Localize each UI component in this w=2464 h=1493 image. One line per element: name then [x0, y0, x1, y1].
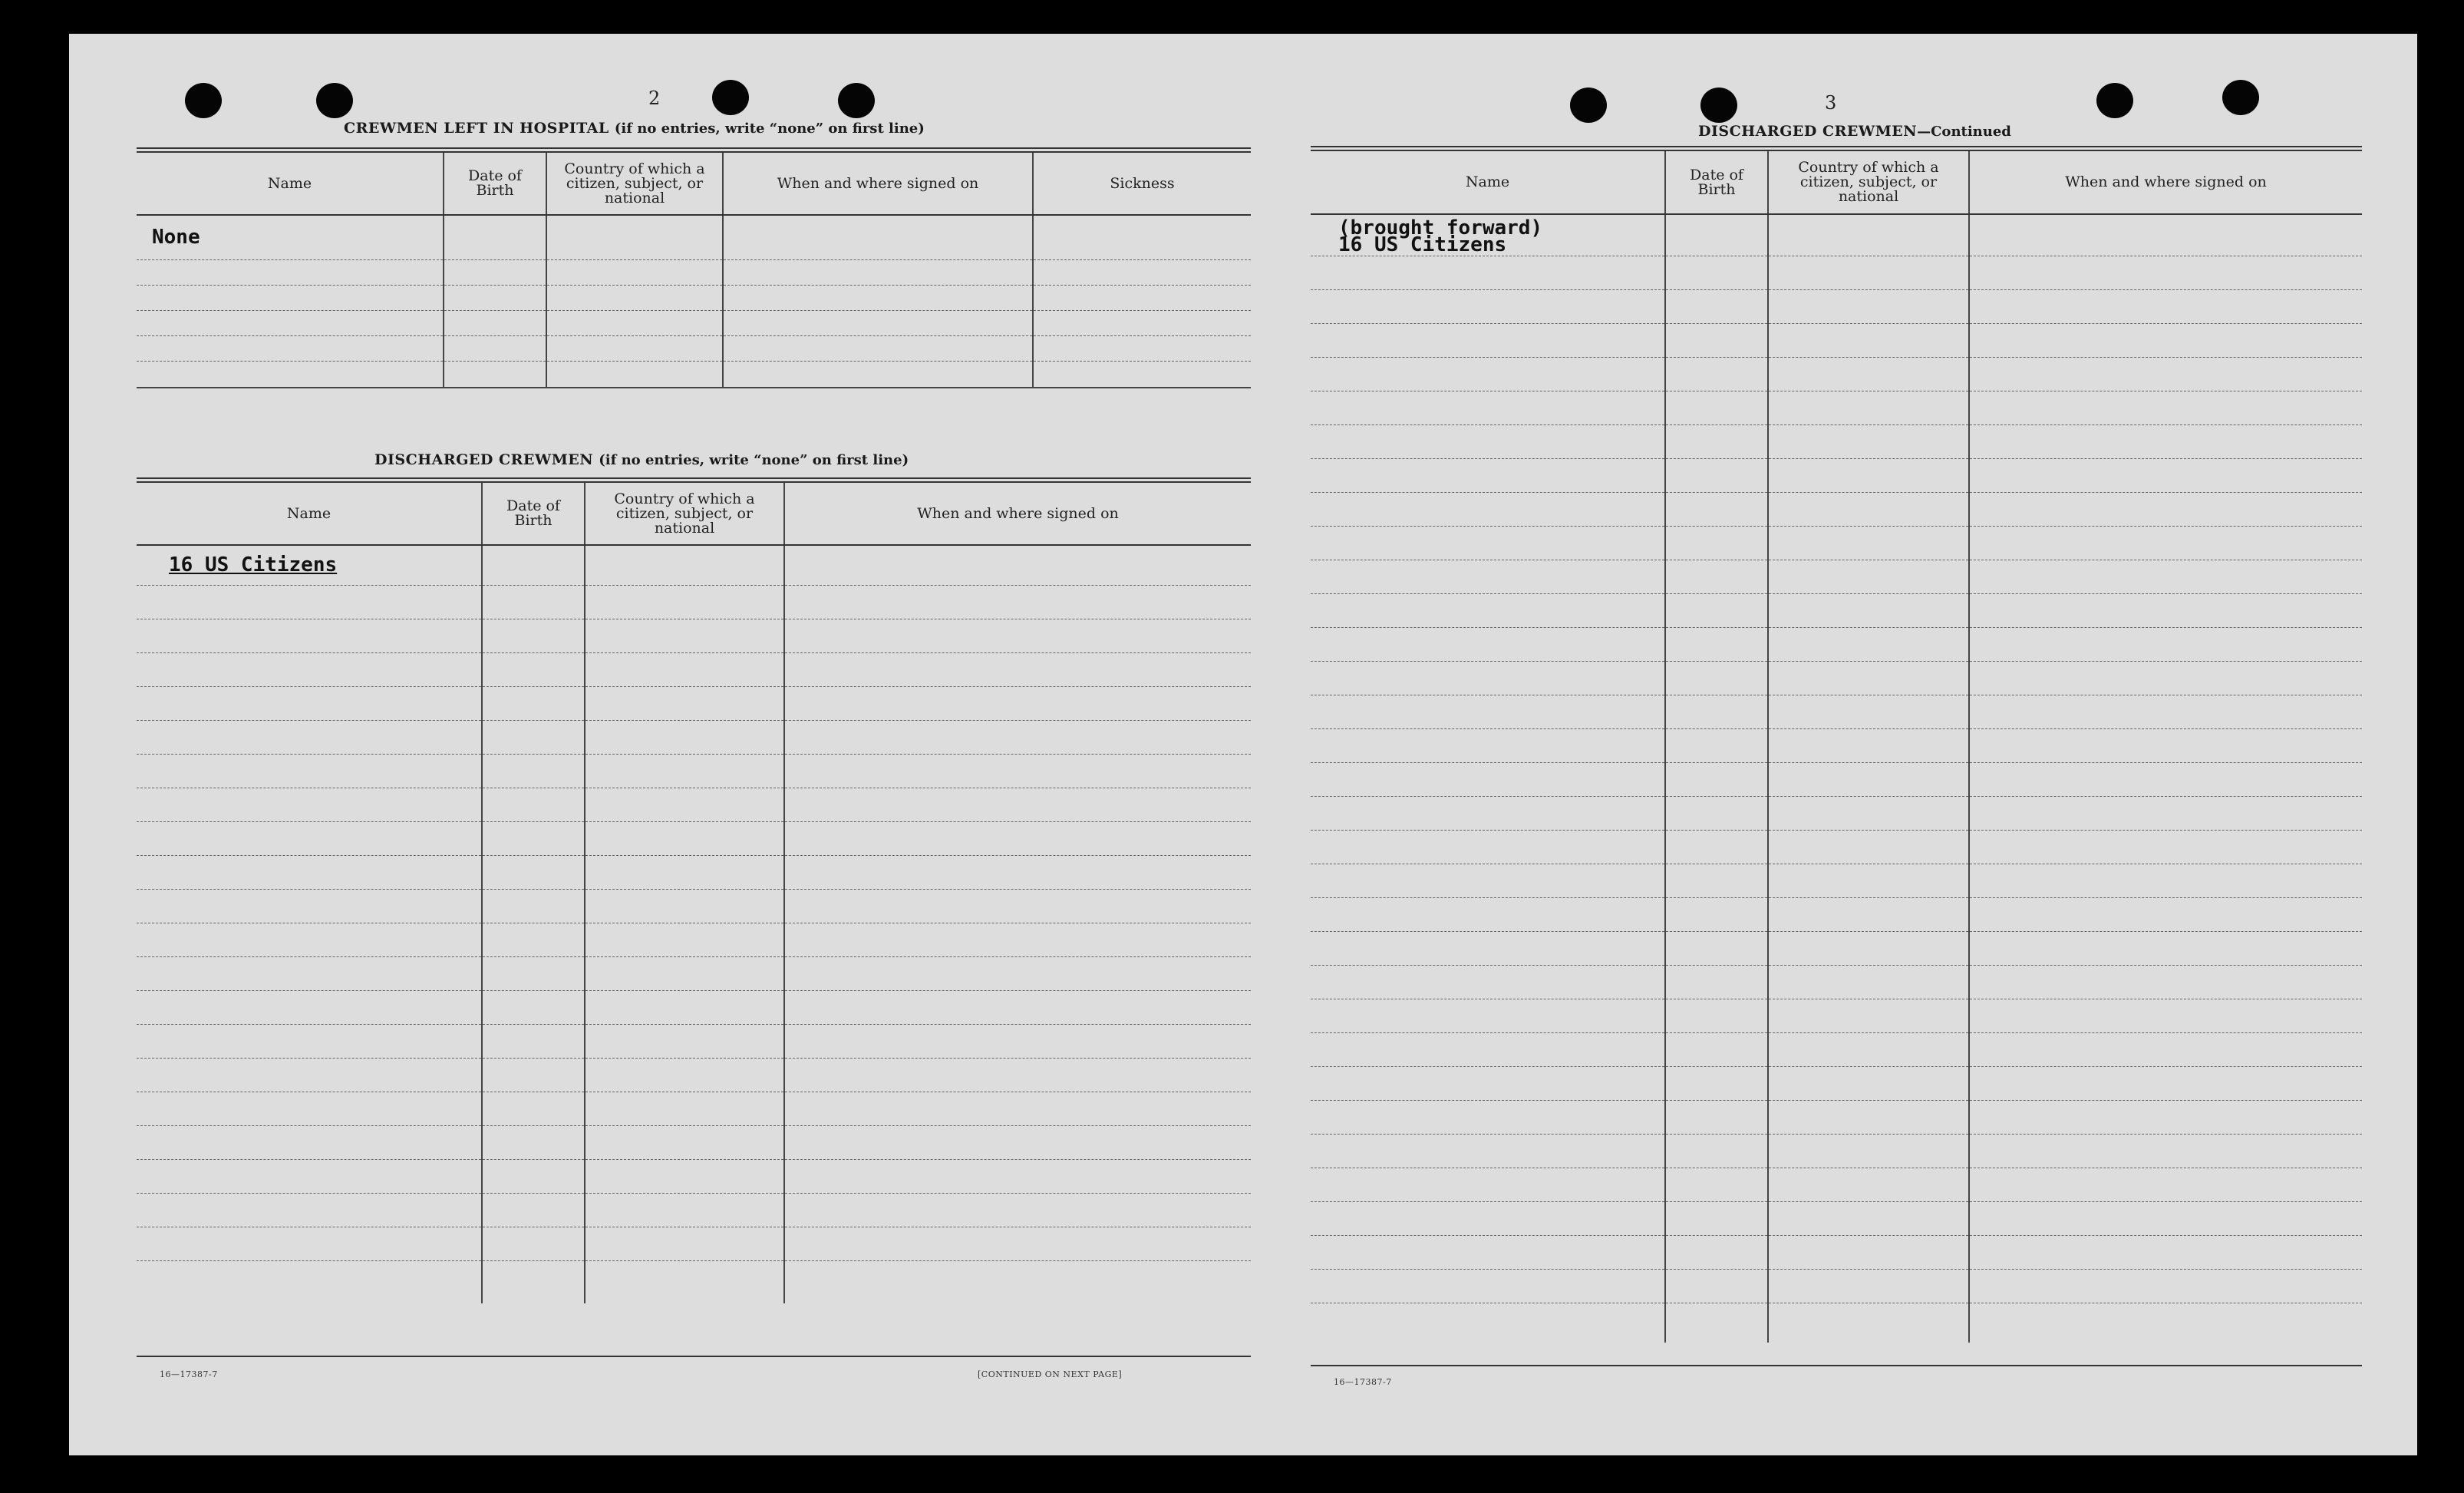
discharged-continued-title: [1698, 123, 2011, 140]
right-page: [1243, 34, 2417, 1455]
discharged-continued-table: [1311, 151, 2362, 1343]
table-bottom-rule: [1311, 1365, 2362, 1366]
hospital-section-title: [344, 120, 925, 137]
form-number: 16—17387-7: [160, 1369, 218, 1379]
punch-hole: [185, 83, 222, 118]
discharged-instruction: (if no entries, write “none” on first line): [599, 452, 909, 468]
col-header-name: Name: [1311, 151, 1665, 214]
punch-hole: [838, 83, 875, 118]
hospital-table: [137, 153, 1251, 388]
page-number: 2: [648, 88, 661, 109]
table-bottom-rule: [137, 1356, 1251, 1357]
col-header-name: Name: [137, 153, 444, 215]
punch-hole: [2096, 83, 2133, 118]
hospital-entry: None: [137, 215, 444, 259]
form-number: 16—17387-7: [1334, 1377, 1392, 1387]
col-header-country: Country of which a citizen, subject, or national: [585, 483, 784, 545]
discharged-title-text: DISCHARGED CREWMEN: [374, 451, 594, 468]
punch-hole: [316, 83, 353, 118]
continued-entries: [1311, 214, 1665, 256]
brought-forward: (brought forward): [1338, 216, 1543, 239]
col-header-country: Country of which a citizen, subject, or national: [546, 153, 723, 215]
hospital-instruction: (if no entries, write “none” on first line): [614, 121, 925, 137]
hospital-title-text: CREWMEN LEFT IN HOSPITAL: [344, 120, 609, 137]
col-header-dob: Date of Birth: [1665, 151, 1768, 214]
punch-hole: [1570, 88, 1607, 123]
discharged-table: [137, 483, 1251, 1303]
continued-title-suffix: —Continued: [1917, 124, 2011, 140]
page-number: 3: [1825, 92, 1837, 114]
col-header-signed-on: When and where signed on: [784, 483, 1251, 545]
table-top-rule: [137, 477, 1251, 483]
col-header-signed-on: When and where signed on: [723, 153, 1033, 215]
punch-hole: [2222, 80, 2259, 115]
table-top-rule: [1311, 146, 2362, 151]
continued-title-text: DISCHARGED CREWMEN: [1698, 123, 1918, 140]
discharged-entry: 16 US Citizens: [137, 545, 482, 585]
col-header-country: Country of which a citizen, subject, or national: [1768, 151, 1969, 214]
discharged-section-title: [374, 451, 909, 468]
col-header-sickness: Sickness: [1033, 153, 1251, 215]
punch-hole: [712, 80, 749, 115]
punch-hole: [1700, 88, 1737, 123]
col-header-name: Name: [137, 483, 482, 545]
col-header-dob: Date of Birth: [482, 483, 585, 545]
document-sheet: [69, 34, 2417, 1455]
continued-entry: 16 US Citizens: [1338, 233, 1507, 256]
left-page: [69, 34, 1243, 1455]
col-header-dob: Date of Birth: [444, 153, 546, 215]
continued-note: [CONTINUED ON NEXT PAGE]: [978, 1369, 1123, 1379]
table-top-rule: [137, 147, 1251, 153]
col-header-signed-on: When and where signed on: [1969, 151, 2362, 214]
